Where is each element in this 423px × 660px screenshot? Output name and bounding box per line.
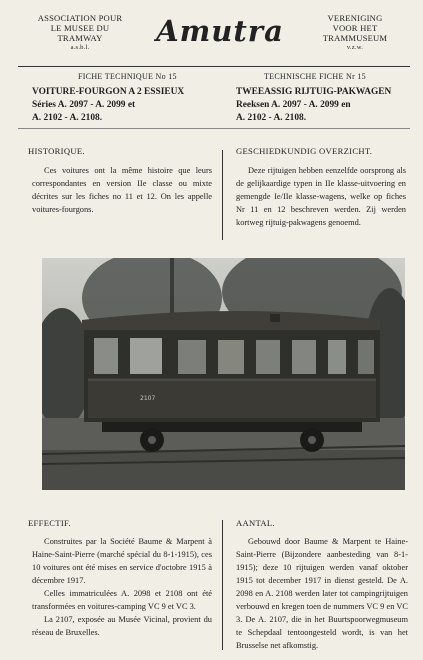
org-line: TRAMWAY [57,33,103,43]
fiche-number-nl: TECHNISCHE FICHE Nr 15 [264,72,366,81]
org-line: VERENIGING [327,13,383,23]
history-heading-fr: HISTORIQUE. [28,146,85,156]
column-divider [222,150,223,240]
org-line: LE MUSEE DU [50,23,110,33]
column-divider-lower [222,520,223,650]
org-line: ASSOCIATION POUR [37,13,123,23]
vehicle-title-nl [236,86,416,125]
title-line: VOITURE-FOURGON A 2 ESSIEUX [32,87,185,97]
association-nl [300,13,410,53]
effectif-paragraph: Construites par la Société Baume & Marpent à Haine-Saint-Pierre (marché spécial du 8-1-1915), ces 10 voitures ont été mises en service d'octobre 1915 à décembre 1917. [32,537,212,585]
aantal-heading: AANTAL. [236,518,275,528]
effectif-paragraph: Celles immatriculées A. 2098 et 2108 ont été transformées en voitures-camping VC 9 et VC 3. [32,589,212,611]
effectif-text [32,535,212,639]
history-paragraph: Ces voitures ont la même histoire que leurs correspondantes en version IIe classe ou mixte décrites sur les fiches no 11 et 12. On les appelle voitures-fourgons. [32,166,212,214]
association-fr [20,13,140,53]
tram-car-illustration [42,258,405,490]
title-divider [18,128,410,129]
amutra-logo: Amutra [156,14,284,48]
title-line: Séries A. 2097 - A. 2099 et [32,100,136,110]
aantal-paragraph: Gebouwd door Baume & Marpent te Haine-Saint-Pierre (Bijzondere aanbesteding van 8-1-1915); deze 10 rijtuigen werden vanaf oktober 1915 tot december 1917 in dienst gesteld. De A. 2098 en A. 2108 werden later tot campingrijtuigen verbouwd en kregen toen de nummers VC 9 en VC 3. De A. 2107, die in het Buurtspoorwegmuseum te Schepdaal tentoongesteld wordt, is van het Brusselse net afkomstig. [236,537,408,650]
title-line: A. 2102 - A. 2108. [32,113,103,123]
vehicle-title-fr [32,86,222,125]
fiche-number-fr: FICHE TECHNIQUE No 15 [78,72,177,81]
effectif-heading: EFFECTIF. [28,518,71,528]
history-paragraph: Deze rijtuigen hebben eenzelfde oorsprong als de gelijkaardige typen in IIe klasse-uitvoering en gemengde Ie/IIe klasse-wagens, welke op fiches Nr 11 en 12 beschreven werden. Zij werden kortweg rijtuig-pakwagens genoemd. [236,166,406,227]
title-line: Reeksen A. 2097 - A. 2099 en [236,100,351,110]
history-text-fr [32,164,212,216]
org-line: TRAMMUSEUM [322,33,388,43]
header-divider [18,66,410,67]
history-heading-nl: GESCHIEDKUNDIG OVERZICHT. [236,146,373,156]
legal-form: a.s.b.l. [70,44,90,51]
aantal-text [236,535,408,652]
legal-form: v.z.w. [346,44,364,51]
tram-photo [42,258,405,490]
title-line: TWEEASSIG RIJTUIG-PAKWAGEN [236,87,392,97]
effectif-paragraph: La 2107, exposée au Musée Vicinal, provient du réseau de Bruxelles. [32,615,212,637]
car-number-label: 2107 [140,395,156,402]
org-line: VOOR HET [332,23,378,33]
title-line: A. 2102 - A. 2108. [236,113,307,123]
history-text-nl [236,164,406,229]
